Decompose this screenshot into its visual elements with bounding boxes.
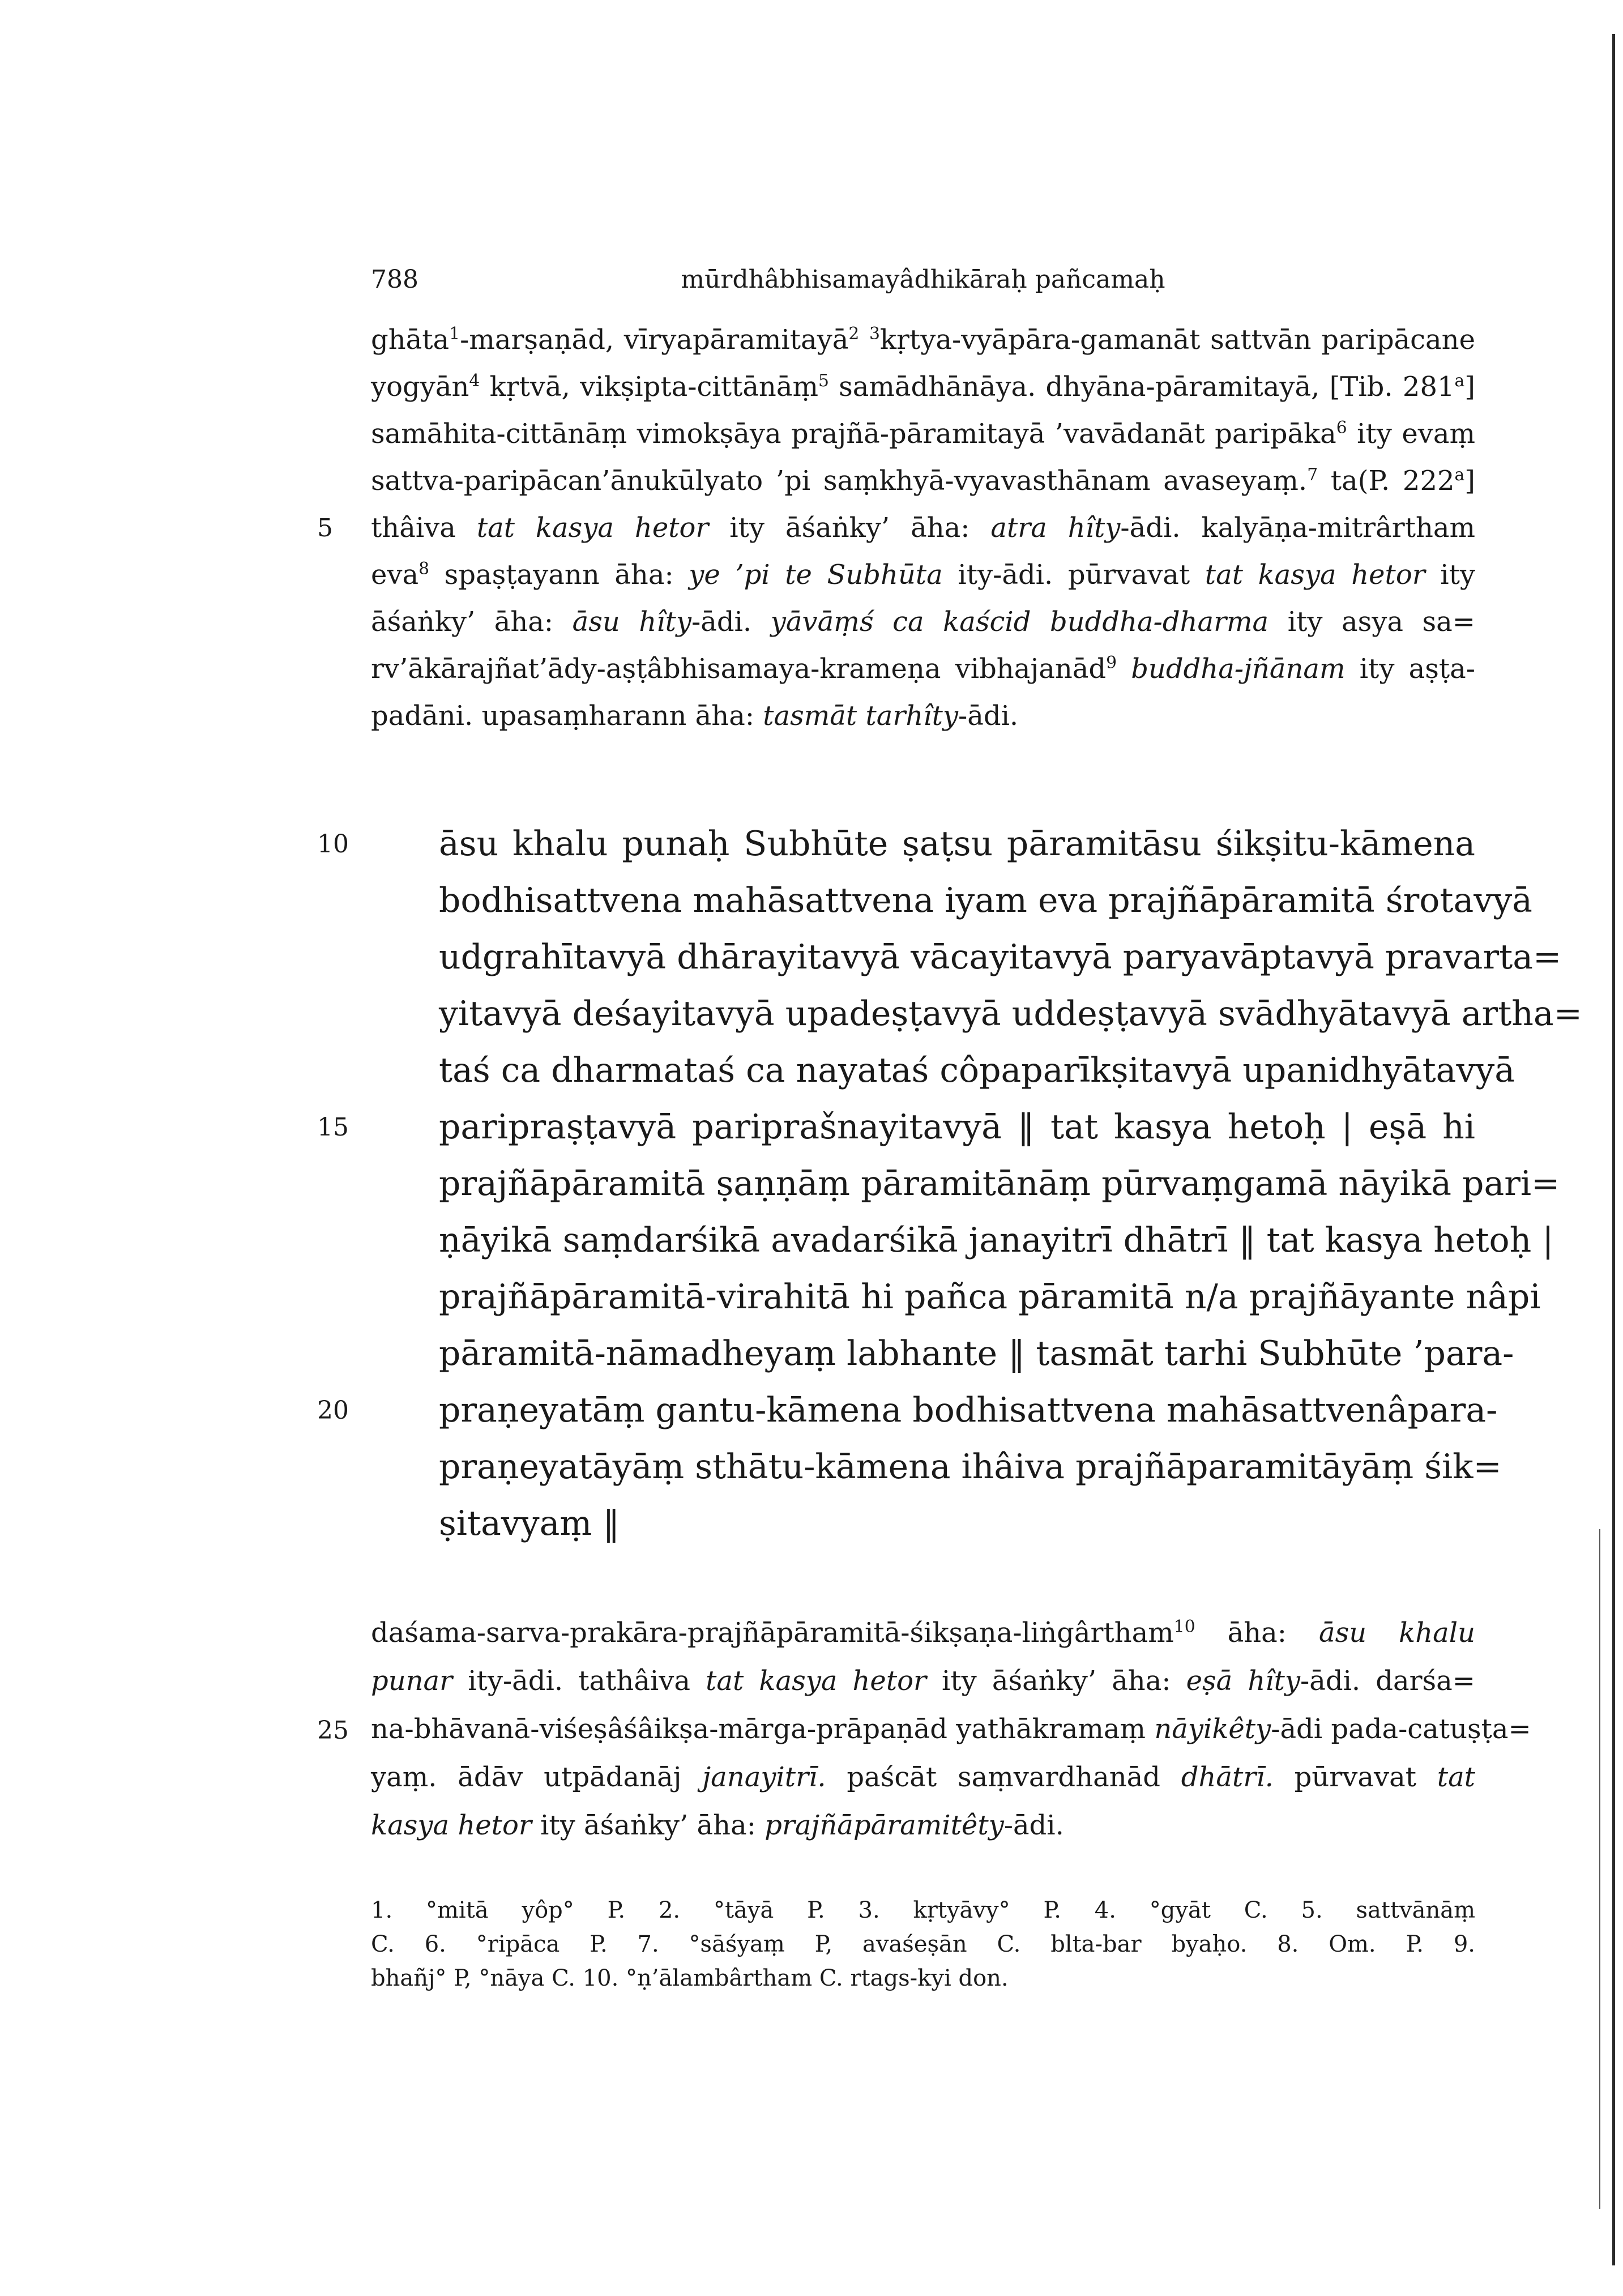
commentary-line [371,1810,1475,1841]
text-run: ity aṣṭa- [1345,653,1475,685]
footnote-line: 1. °mitā yôp° P. 2. °tāyā P. 3. kṛtyāvy° P. 4. °gyāt C. 5. sattvānāṃ [371,1897,1475,1923]
text-run: padāni. upasaṃharann āha: [371,700,763,732]
sutra-line: praṇeyatāyāṃ sthātu-kāmena ihâiva prajñāparamitāyāṃ śik= [439,1447,1502,1487]
text-run: -marṣaṇād, vīryapāramitayā [460,324,849,356]
page-edge-line [1599,1529,1600,2209]
text-run [859,324,869,356]
text-run: ity āśaṅky’ āha: [926,1665,1186,1697]
sutra-line: paripraṣṭavyā pariprašnayitavyā ‖ tat kasya hetoḥ | eṣā hi [439,1107,1475,1147]
sutra-line: praṇeyatāṃ gantu-kāmena bodhisattvena mahāsattvenâpara- [439,1390,1498,1430]
text-run: ity āśaṅky’ āha: [531,1810,765,1841]
lemma-text: tat [1437,1761,1475,1793]
text-run: daśama-sarva-prakāra-prajñāpāramitā-śikṣaṇa-liṅgârtham [371,1617,1174,1649]
commentary-line [371,1713,1531,1745]
text-run: kṛtya-vyāpāra-gamanāt sattvān paripācane [879,324,1475,356]
footnote-line: bhañj° P, °nāya C. 10. °ṇ’ālambârtham C. rtags-kyi don. [371,1965,1009,1991]
text-run: āśaṅky’ āha: [371,606,573,638]
commentary-line [371,1761,1475,1793]
text-run: spaṣṭayann āha: [429,559,689,591]
commentary-line [371,559,1475,591]
text-run: -ādi. [691,606,771,638]
text-run: ] [1464,371,1475,403]
commentary-line [371,1665,1475,1697]
lemma-text: janayitrī. [702,1761,826,1793]
text-run: paścāt saṃvardhanād [826,1761,1181,1793]
text-run: ity-ādi. pūrvavat [942,559,1205,591]
lemma-text: buddha-jñānam [1131,653,1346,685]
sutra-line: yitavyā deśayitavyā upadeṣṭavyā uddeṣṭavyā svādhyātavyā artha= [439,994,1582,1034]
text-run: ta(P. 222 [1318,465,1455,497]
text-run: ity-ādi. tathâiva [452,1665,706,1697]
lemma-text: tat kasya hetor [476,512,709,544]
commentary-line [371,1617,1475,1649]
text-run: ity āśaṅky’ āha: [708,512,991,544]
lemma-text: tat kasya hetor [1205,559,1425,591]
text-run: -ādi pada-catuṣṭa= [1271,1713,1531,1745]
sutra-line: udgrahītavyā dhārayitavyā vācayitavyā paryavāptavyā pravarta= [439,937,1562,977]
running-title: mūrdhâbhisamayâdhikāraḥ pañcamaḥ [681,265,1165,294]
text-run: ity asya sa= [1268,606,1476,638]
lemma-text: atra hîty [990,512,1121,544]
commentary-line [371,653,1475,685]
lemma-text: āsu khalu [1318,1617,1475,1649]
footnote-ref: a [1454,465,1465,485]
sutra-line: prajñāpāramitā ṣaṇṇāṃ pāramitānāṃ pūrvaṃgamā nāyikā pari= [439,1164,1560,1204]
text-run: na-bhāvanā-viśeṣâśâikṣa-mārga-prāpaṇād yathākramaṃ [371,1713,1155,1745]
running-header [371,265,1475,305]
footnote-ref: 2 [848,324,860,344]
text-run: pūrvavat [1273,1761,1437,1793]
text-run: ity [1425,559,1476,591]
lemma-text: nāyikêty [1154,1713,1271,1745]
footnote-ref: 10 [1173,1617,1195,1637]
text-run: ghāta [371,324,450,356]
commentary-line [371,465,1475,497]
sutra-line: prajñāpāramitā-virahitā hi pañca pāramitā n/a prajñāyante nâpi [439,1277,1541,1317]
lemma-text: tasmāt tarhîty [763,700,958,732]
text-run: -ādi. [1003,1810,1064,1841]
commentary-line [371,606,1475,638]
text-run: -ādi. kalyāṇa-mitrârtham [1120,512,1476,544]
footnote-ref: 3 [869,324,880,344]
commentary-line [371,371,1475,403]
text-run: -ādi. darśa= [1300,1665,1476,1697]
footnote-ref: 1 [449,324,460,344]
line-number: 20 [317,1396,349,1425]
sutra-line: ṣitavyaṃ ‖ [439,1504,620,1543]
line-number: 10 [317,830,349,859]
lemma-text: ye ’pi te Subhūta [689,559,943,591]
lemma-text: yāvāṃś ca kaścid buddha-dharma [770,606,1269,638]
line-number: 25 [317,1716,349,1745]
lemma-text: prajñāpāramitêty [764,1810,1004,1841]
text-run: ity evaṃ [1347,418,1475,450]
footnote-ref: 8 [418,559,430,579]
footnote-ref: 6 [1336,418,1347,438]
text-run: thâiva [371,512,477,544]
lemma-text: tat kasya hetor [706,1665,926,1697]
lemma-text: punar [371,1665,453,1697]
commentary-line [371,324,1475,356]
footnote-line: C. 6. °ripāca P. 7. °sāśyaṃ P, avaśeṣān C. blta-bar byaḥo. 8. Om. P. 9. [371,1931,1475,1957]
lemma-text: āsu hîty [572,606,692,638]
text-run: rv’ākārajñat’ādy-aṣṭâbhisamaya-krameṇa vibhajanād [371,653,1107,685]
sutra-line: pāramitā-nāmadheyaṃ labhante ‖ tasmāt tarhi Subhūte ’para- [439,1334,1514,1373]
sutra-line: āsu khalu punaḥ Subhūte ṣaṭsu pāramitāsu śikṣitu-kāmena [439,824,1475,864]
text-run: eva [371,559,419,591]
commentary-line [371,418,1475,450]
lemma-text: dhātrī. [1181,1761,1274,1793]
footnote-ref: 4 [469,371,480,391]
text-run: samāhita-cittānāṃ vimokṣāya prajñā-pāramitayā ’vavādanāt paripāka [371,418,1336,450]
commentary-line [371,700,1475,732]
text-run [1117,653,1131,685]
sutra-line: taś ca dharmataś ca nayataś côpaparīkṣitavyā upanidhyātavyā [439,1051,1515,1090]
line-number: 5 [317,514,333,543]
lemma-text: kasya hetor [371,1810,532,1841]
text-run: ] [1464,465,1476,497]
text-run: sattva-paripācan’ānukūlyato ’pi saṃkhyā-vyavasthānam avaseyaṃ. [371,465,1308,497]
commentary-line [371,512,1475,544]
footnote-ref: a [1454,371,1465,391]
line-number: 15 [317,1113,349,1142]
sutra-line: bodhisattvena mahāsattvena iyam eva prajñāpāramitā śrotavyā [439,881,1532,920]
footnote-ref: 9 [1106,653,1117,673]
footnote-ref: 5 [818,371,829,391]
text-run: -ādi. [958,700,1019,732]
footnote-ref: 7 [1307,465,1318,485]
text-run: samādhānāya. dhyāna-pāramitayā, [Tib. 281 [828,371,1455,403]
page-number: 788 [371,265,418,294]
page-edge-shadow [1612,34,1615,2265]
lemma-text: eṣā hîty [1186,1665,1300,1697]
text-run: kṛtvā, vikṣipta-cittānāṃ [480,371,818,403]
sutra-line: ṇāyikā saṃdarśikā avadarśikā janayitrī dhātrī ‖ tat kasya hetoḥ | [439,1220,1554,1260]
text-run: yogyān [371,371,469,403]
text-run: yaṃ. ādāv utpādanāj [371,1761,703,1793]
text-run: āha: [1195,1617,1319,1649]
